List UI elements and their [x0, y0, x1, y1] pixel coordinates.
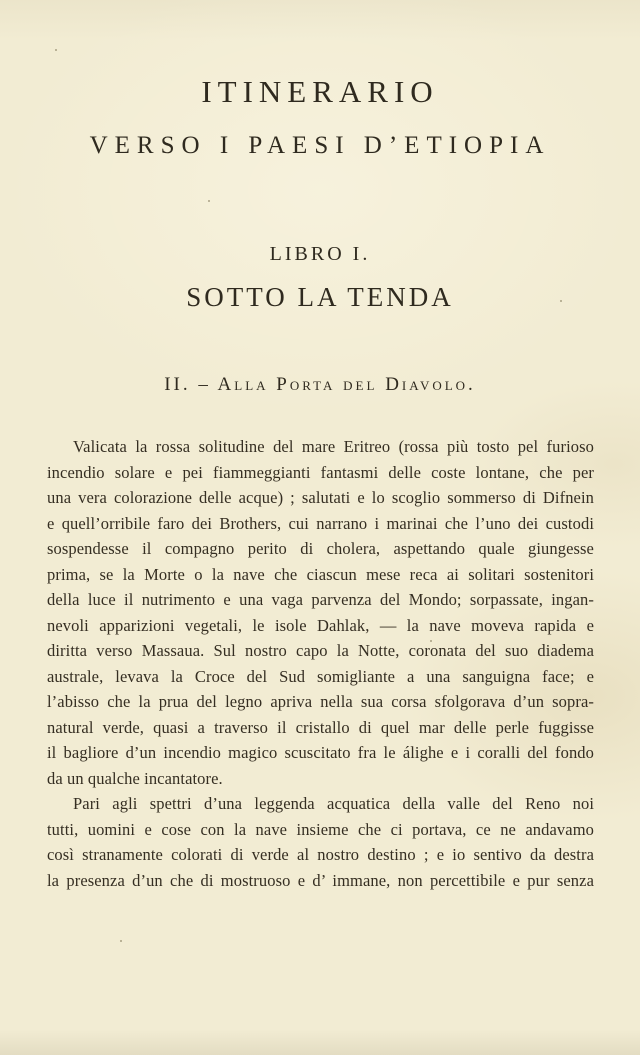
page-title: ITINERARIO — [201, 74, 439, 109]
text-line: della luce il nutrimento e una vaga parvenza del Mondo; sorpassate, ingan- — [47, 590, 594, 609]
paper-speck — [55, 49, 57, 51]
text-line: prima, se la Morte o la nave che ciascun mese reca ai solitari sostenitori — [47, 564, 594, 584]
text-line: e quell’orribile faro dei Brothers, cui narrano i marinai che l’uno dei custodi — [47, 513, 594, 533]
text-line: nevoli apparizioni vegetali, le isole Dahlak, — la nave moveva rapida e — [47, 615, 594, 635]
text-line: sospendesse il compagno perito di cholera, aspettando quale giungesse — [47, 539, 594, 558]
page-subtitle: VERSO I PAESI D’ETIOPIA — [89, 132, 551, 159]
text-line: il bagliore d’un incendio magico scuscitato fra le álighe e i coralli del fondo — [47, 743, 594, 762]
paper-speck — [120, 940, 122, 942]
text-line: australe, levava la Croce del Sud somigliante a una sanguigna face; e — [47, 666, 594, 686]
chapter-heading: II. – Alla Porta del Diavolo. — [164, 374, 476, 395]
text-line: da un qualche incantatore. — [47, 768, 223, 788]
text-line: l’abisso che la prua del legno apriva nella sua corsa sfolgorava d’un sopra- — [47, 692, 594, 711]
book-label: LIBRO I. — [269, 243, 371, 265]
text-line: tutti, uomini e cose con la nave insieme che ci portava, ce ne andavamo — [47, 819, 594, 839]
body-text — [47, 434, 594, 893]
text-line: diritta verso Massaua. Sul nostro capo la Notte, coronata del suo diadema — [47, 641, 594, 660]
text-line: incendio solare e pei fiammeggianti fantasmi delle coste lontane, che per — [47, 462, 594, 482]
book-title: SOTTO LA TENDA — [186, 282, 454, 312]
text-line: così stranamente colorati di verde al nostro destino ; e io sentivo da destra — [47, 845, 594, 864]
paragraph — [47, 791, 594, 893]
paragraph — [47, 434, 594, 791]
text-line: una vera colorazione delle acque) ; salutati e lo scoglio sommerso di Difnein — [47, 488, 594, 507]
text-line: natural verde, quasi a traverso il cristallo di quel mar delle perle fuggisse — [47, 717, 594, 737]
text-line: la presenza d’un che di mostruoso e d’ immane, non percettibile e pur senza — [47, 870, 594, 890]
text-line: Valicata la rossa solitudine del mare Eritreo (rossa più tosto pel furioso — [73, 437, 594, 456]
text-line: Pari agli spettri d’una leggenda acquatica della valle del Reno noi — [73, 794, 594, 813]
paper-speck — [208, 200, 210, 202]
